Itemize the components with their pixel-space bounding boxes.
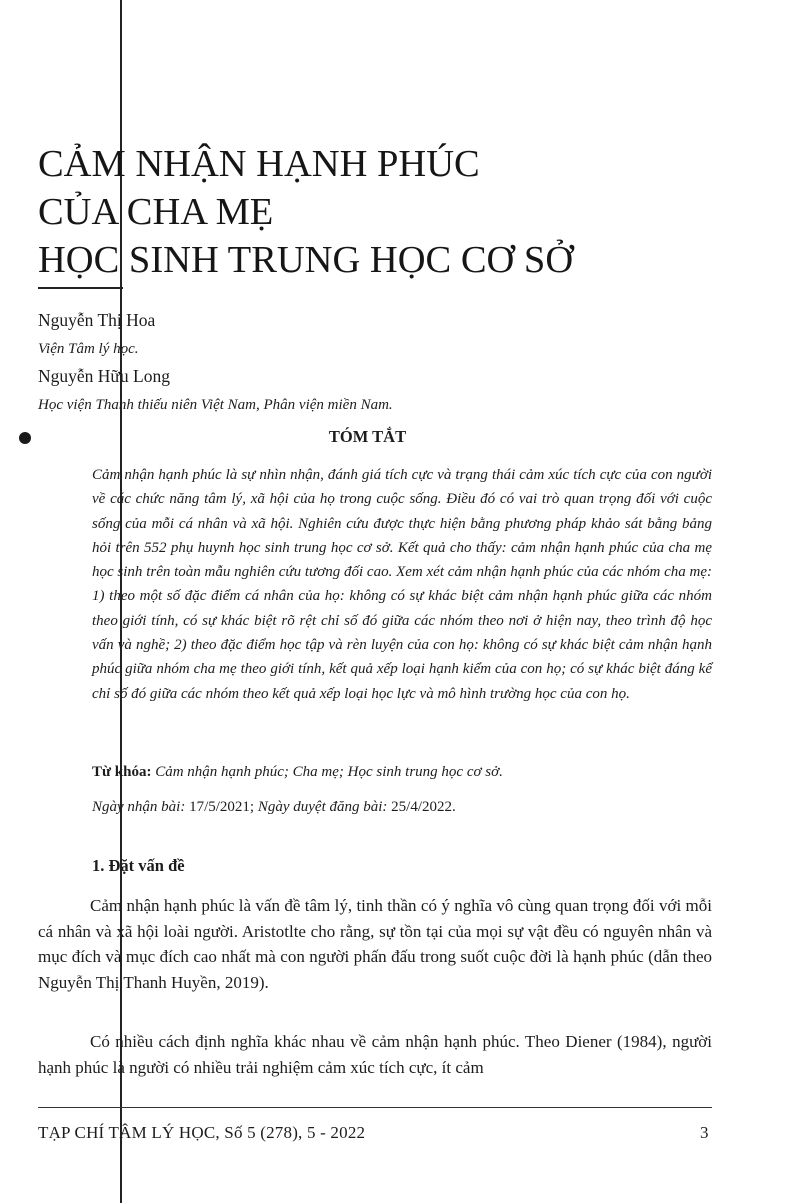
title-underline xyxy=(38,287,123,289)
author-affiliation: Học viện Thanh thiếu niên Việt Nam, Phân viện miền Nam. xyxy=(38,397,393,413)
title-line: CỦA CHA MẸ xyxy=(38,191,274,233)
abstract-heading: TÓM TẮT xyxy=(328,427,407,446)
received-date: 17/5/2021; xyxy=(189,799,255,815)
dates-line xyxy=(92,799,456,816)
author-name: Nguyễn Hữu Long xyxy=(38,366,170,386)
author-name: Nguyễn Thị Hoa xyxy=(38,310,156,330)
received-label: Ngày nhận bài: xyxy=(92,799,186,815)
section-heading: 1. Đặt vấn đề xyxy=(92,856,185,875)
keywords-label: Từ khóa: xyxy=(92,764,152,780)
page-number: 3 xyxy=(700,1123,709,1142)
journal-footer: TẠP CHÍ TÂM LÝ HỌC, Số 5 (278), 5 - 2022 xyxy=(38,1123,366,1142)
accepted-date: 25/4/2022. xyxy=(391,799,456,815)
abstract-text: Cảm nhận hạnh phúc là sự nhìn nhận, đánh giá tích cực và trạng thái cảm xúc tích cực của con người về các chức năng tâm lý, xã hội của họ trong cuộc sống. Điều đó có vai trò quan trọng đối với cuộc sống của mỗi cá nhân và xã hội. Nghiên cứu được thực hiện bằng phương pháp khảo sát bằng bảng hỏi trên 552 phụ huynh học sinh trung học cơ sở. Kết quả cho thấy: cảm nhận hạnh phúc của cha mẹ học sinh trên toàn mẫu nghiên cứu tương đối cao. Xem xét cảm nhận hạnh phúc của các nhóm cha mẹ: 1) theo một số đặc điểm cá nhân của họ: không có sự khác biệt cảm nhận hạnh phúc giữa các nhóm theo giới tính, có sự khác biệt rõ rệt chỉ số đó giữa các nhóm theo nơi ở hiện nay, theo trình độ học vấn và nghề; 2) theo đặc điểm học tập và rèn luyện của con họ: không có sự khác biệt cảm nhận hạnh phúc giữa nhóm cha mẹ theo giới tính, kết quả xếp loại hạnh kiểm của con họ; có sự khác biệt đáng kể chỉ số đó giữa các nhóm theo kết quả xếp loại học lực và mô hình trường học của con họ. xyxy=(92,467,712,702)
body-paragraph: Có nhiều cách định nghĩa khác nhau về cảm nhận hạnh phúc. Theo Diener (1984), người hạnh phúc là người có nhiều trải nghiệm cảm xúc tích cực, ít cảm xyxy=(38,1032,712,1077)
accepted-label: Ngày duyệt đăng bài: xyxy=(257,799,388,815)
keywords-line xyxy=(92,764,503,781)
keywords-value: Cảm nhận hạnh phúc; Cha mẹ; Học sinh trung học cơ sở. xyxy=(155,764,503,780)
article-title xyxy=(38,140,573,284)
author-affiliation: Viện Tâm lý học. xyxy=(38,341,139,357)
footer-rule xyxy=(38,1107,712,1108)
body-paragraph: Cảm nhận hạnh phúc là vấn đề tâm lý, tinh thần có ý nghĩa vô cùng quan trọng đối với mỗi cá nhân và xã hội loài người. Aristotlte cho rằng, sự tồn tại của mọi sự vật đều có nguyên nhân và mục đích và mục đích cao nhất mà con người phấn đấu trong suốt cuộc đời là hạnh phúc (dẫn theo Nguyễn Thị Thanh Huyền, 2019). xyxy=(38,896,712,992)
title-line: CẢM NHẬN HẠNH PHÚC xyxy=(38,143,480,185)
title-line: HỌC SINH TRUNG HỌC CƠ SỞ xyxy=(38,239,574,281)
